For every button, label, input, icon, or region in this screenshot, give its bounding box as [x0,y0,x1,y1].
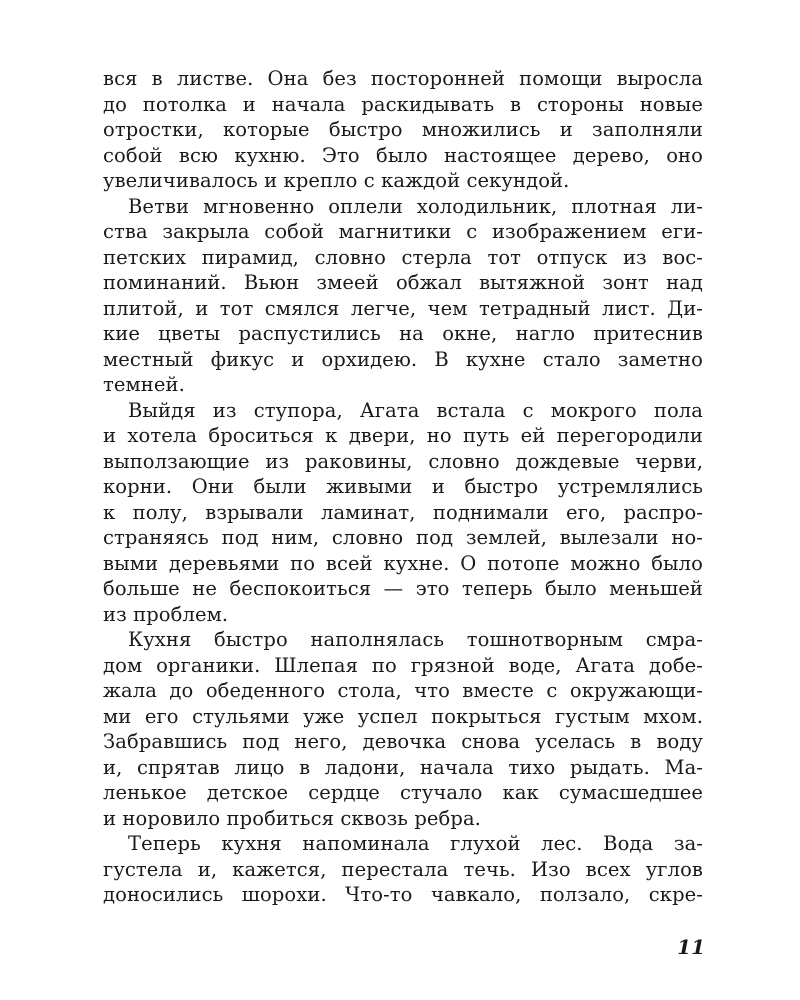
text-line: петских пирамид, словно стерла тот отпуск из вос- [103,245,703,269]
text-line: выми деревьями по всей кухне. О потопе можно было [103,551,703,575]
text-line: и хотела броситься к двери, но путь ей перегородили [103,424,703,447]
paragraph-first-line: Выйдя из ступора, Агата встала с мокрого пола [128,398,703,422]
text-line: больше не беспокоиться — это теперь было меньшей [103,577,703,600]
text-line: корни. Они были живыми и быстро устремлялись [103,475,703,498]
text-line: страняясь под ним, словно под землей, вылезали но- [103,526,703,549]
text-line: и, спрятав лицо в ладони, начала тихо рыдать. Ма- [103,755,703,779]
text-line: выползающие из раковины, словно дождевые черви, [103,449,703,473]
paragraph-first-line: Теперь кухня напоминала глухой лес. Вода за- [128,832,703,855]
text-line: жала до обеденного стола, что вместе с окружающи- [103,679,703,702]
text-line: Забравшись под него, девочка снова уселась в воду [103,730,703,753]
text-line: увеличивалось и крепло с каждой секундой. [103,169,570,192]
text-line: ми его стульями уже успел покрыться густым мхом. [103,704,703,728]
text-line: ленькое детское сердце стучало как сумасшедшее [103,781,703,804]
text-line: ства закрыла собой магнитики с изображением еги- [103,220,703,243]
text-line: к полу, взрывали ламинат, поднимали его, распро- [103,500,703,524]
text-line: темней. [103,373,185,396]
page-number: 11 [677,935,705,959]
text-line: отростки, которые быстро множились и заполняли [103,118,703,141]
text-line: дом органики. Шлепая по грязной воде, Агата добе- [103,653,703,677]
text-line: вся в листве. Она без посторонней помощи выросла [103,67,703,90]
text-line: доносились шорохи. Что-то чавкало, ползало, скре- [103,883,703,906]
text-line: кие цветы распустились на окне, нагло притеснив [103,322,703,345]
paragraph-first-line: Ветви мгновенно оплели холодильник, плотная ли- [128,194,703,218]
text-line: густела и, кажется, перестала течь. Изо всех углов [103,857,703,881]
paragraph-first-line: Кухня быстро наполнялась тошнотворным смра- [128,628,703,651]
text-line: до потолка и начала раскидывать в стороны новые [103,92,703,116]
text-line: из проблем. [103,602,229,626]
text-line: собой всю кухню. Это было настоящее дерево, оно [103,143,703,167]
text-line: плитой, и тот смялся легче, чем тетрадный лист. Ди- [103,296,703,320]
text-line: и норовило пробиться сквозь ребра. [103,806,481,830]
text-line: поминаний. Вьюн змеей обжал вытяжной зонт над [103,271,703,294]
book-page-text [103,66,703,908]
text-line: местный фикус и орхидею. В кухне стало заметно [103,347,703,371]
